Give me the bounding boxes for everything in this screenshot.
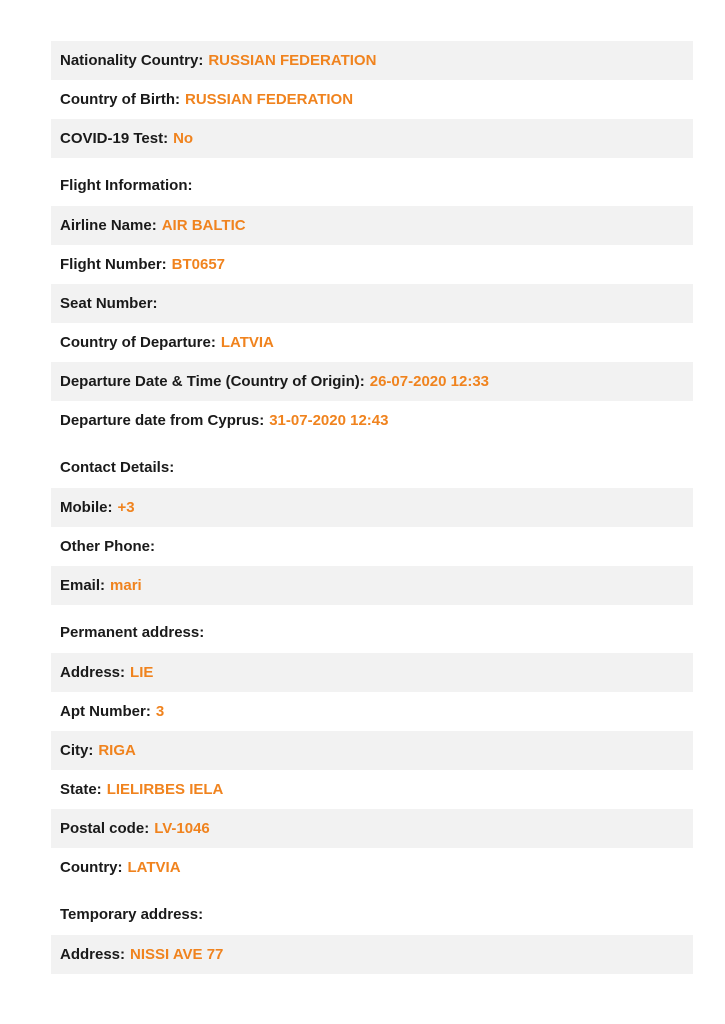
- field-value: LIE: [130, 664, 154, 681]
- field-value: RUSSIAN FEDERATION: [184, 91, 354, 108]
- field-label: Airline Name:: [60, 217, 157, 234]
- field-covid-test: [51, 119, 693, 158]
- field-seat-number: [51, 284, 693, 323]
- field-label: Country of Birth:: [60, 91, 180, 108]
- field-label: Postal code:: [60, 820, 150, 837]
- field-label: Apt Number:: [60, 703, 151, 720]
- field-label: Flight Number:: [60, 256, 167, 273]
- field-value: 26-07-2020 12:33: [369, 373, 490, 390]
- section-temporary-address: [51, 887, 693, 935]
- field-departure-date-cyprus: [51, 401, 693, 440]
- field-value: BT0657: [171, 256, 226, 273]
- field-city: [51, 731, 693, 770]
- field-value: AIR BALTIC: [161, 217, 246, 234]
- field-label: Departure date from Cyprus:: [60, 412, 265, 429]
- field-country-of-birth: [51, 80, 693, 119]
- field-value: +3: [117, 499, 135, 516]
- field-label: Departure Date & Time (Country of Origin):: [60, 373, 365, 390]
- field-value: LATVIA: [127, 859, 181, 876]
- section-permanent-address: [51, 605, 693, 653]
- field-mobile: [51, 488, 693, 527]
- field-label: Address:: [60, 946, 126, 963]
- field-label: Other Phone:: [60, 538, 156, 555]
- section-heading: Permanent address:: [60, 623, 205, 641]
- field-other-phone: [51, 527, 693, 566]
- field-value: LV-1046: [154, 820, 210, 837]
- field-value: mari: [110, 577, 142, 594]
- field-label: COVID-19 Test:: [60, 130, 169, 147]
- field-value: No: [173, 130, 194, 147]
- field-country: [51, 848, 693, 887]
- section-contact-details: [51, 440, 693, 488]
- field-value: NISSI AVE 77: [130, 946, 224, 963]
- section-heading: Contact Details:: [60, 458, 175, 476]
- field-state: [51, 770, 693, 809]
- field-label: Country:: [60, 859, 123, 876]
- field-email: [51, 566, 693, 605]
- field-postal-code: [51, 809, 693, 848]
- field-label: City:: [60, 742, 94, 759]
- field-temporary-street-address: [51, 935, 693, 974]
- field-value: LATVIA: [220, 334, 274, 351]
- field-label: State:: [60, 781, 102, 798]
- field-label: Country of Departure:: [60, 334, 216, 351]
- section-heading: Temporary address:: [60, 905, 204, 923]
- field-nationality-country: [51, 41, 693, 80]
- field-label: Nationality Country:: [60, 52, 204, 69]
- field-value: 3: [155, 703, 165, 720]
- passenger-form: [51, 41, 693, 974]
- field-flight-number: [51, 245, 693, 284]
- field-value: RUSSIAN FEDERATION: [208, 52, 377, 69]
- field-departure-date-origin: [51, 362, 693, 401]
- field-value: 31-07-2020 12:43: [269, 412, 389, 429]
- field-permanent-street-address: [51, 653, 693, 692]
- field-label: Seat Number:: [60, 295, 158, 312]
- section-flight-information: [51, 158, 693, 206]
- field-airline-name: [51, 206, 693, 245]
- section-heading: Flight Information:: [60, 176, 193, 194]
- field-country-of-departure: [51, 323, 693, 362]
- field-apt-number: [51, 692, 693, 731]
- field-value: LIELIRBES IELA: [106, 781, 224, 798]
- field-label: Mobile:: [60, 499, 113, 516]
- field-value: RIGA: [98, 742, 136, 759]
- field-label: Address:: [60, 664, 126, 681]
- field-label: Email:: [60, 577, 106, 594]
